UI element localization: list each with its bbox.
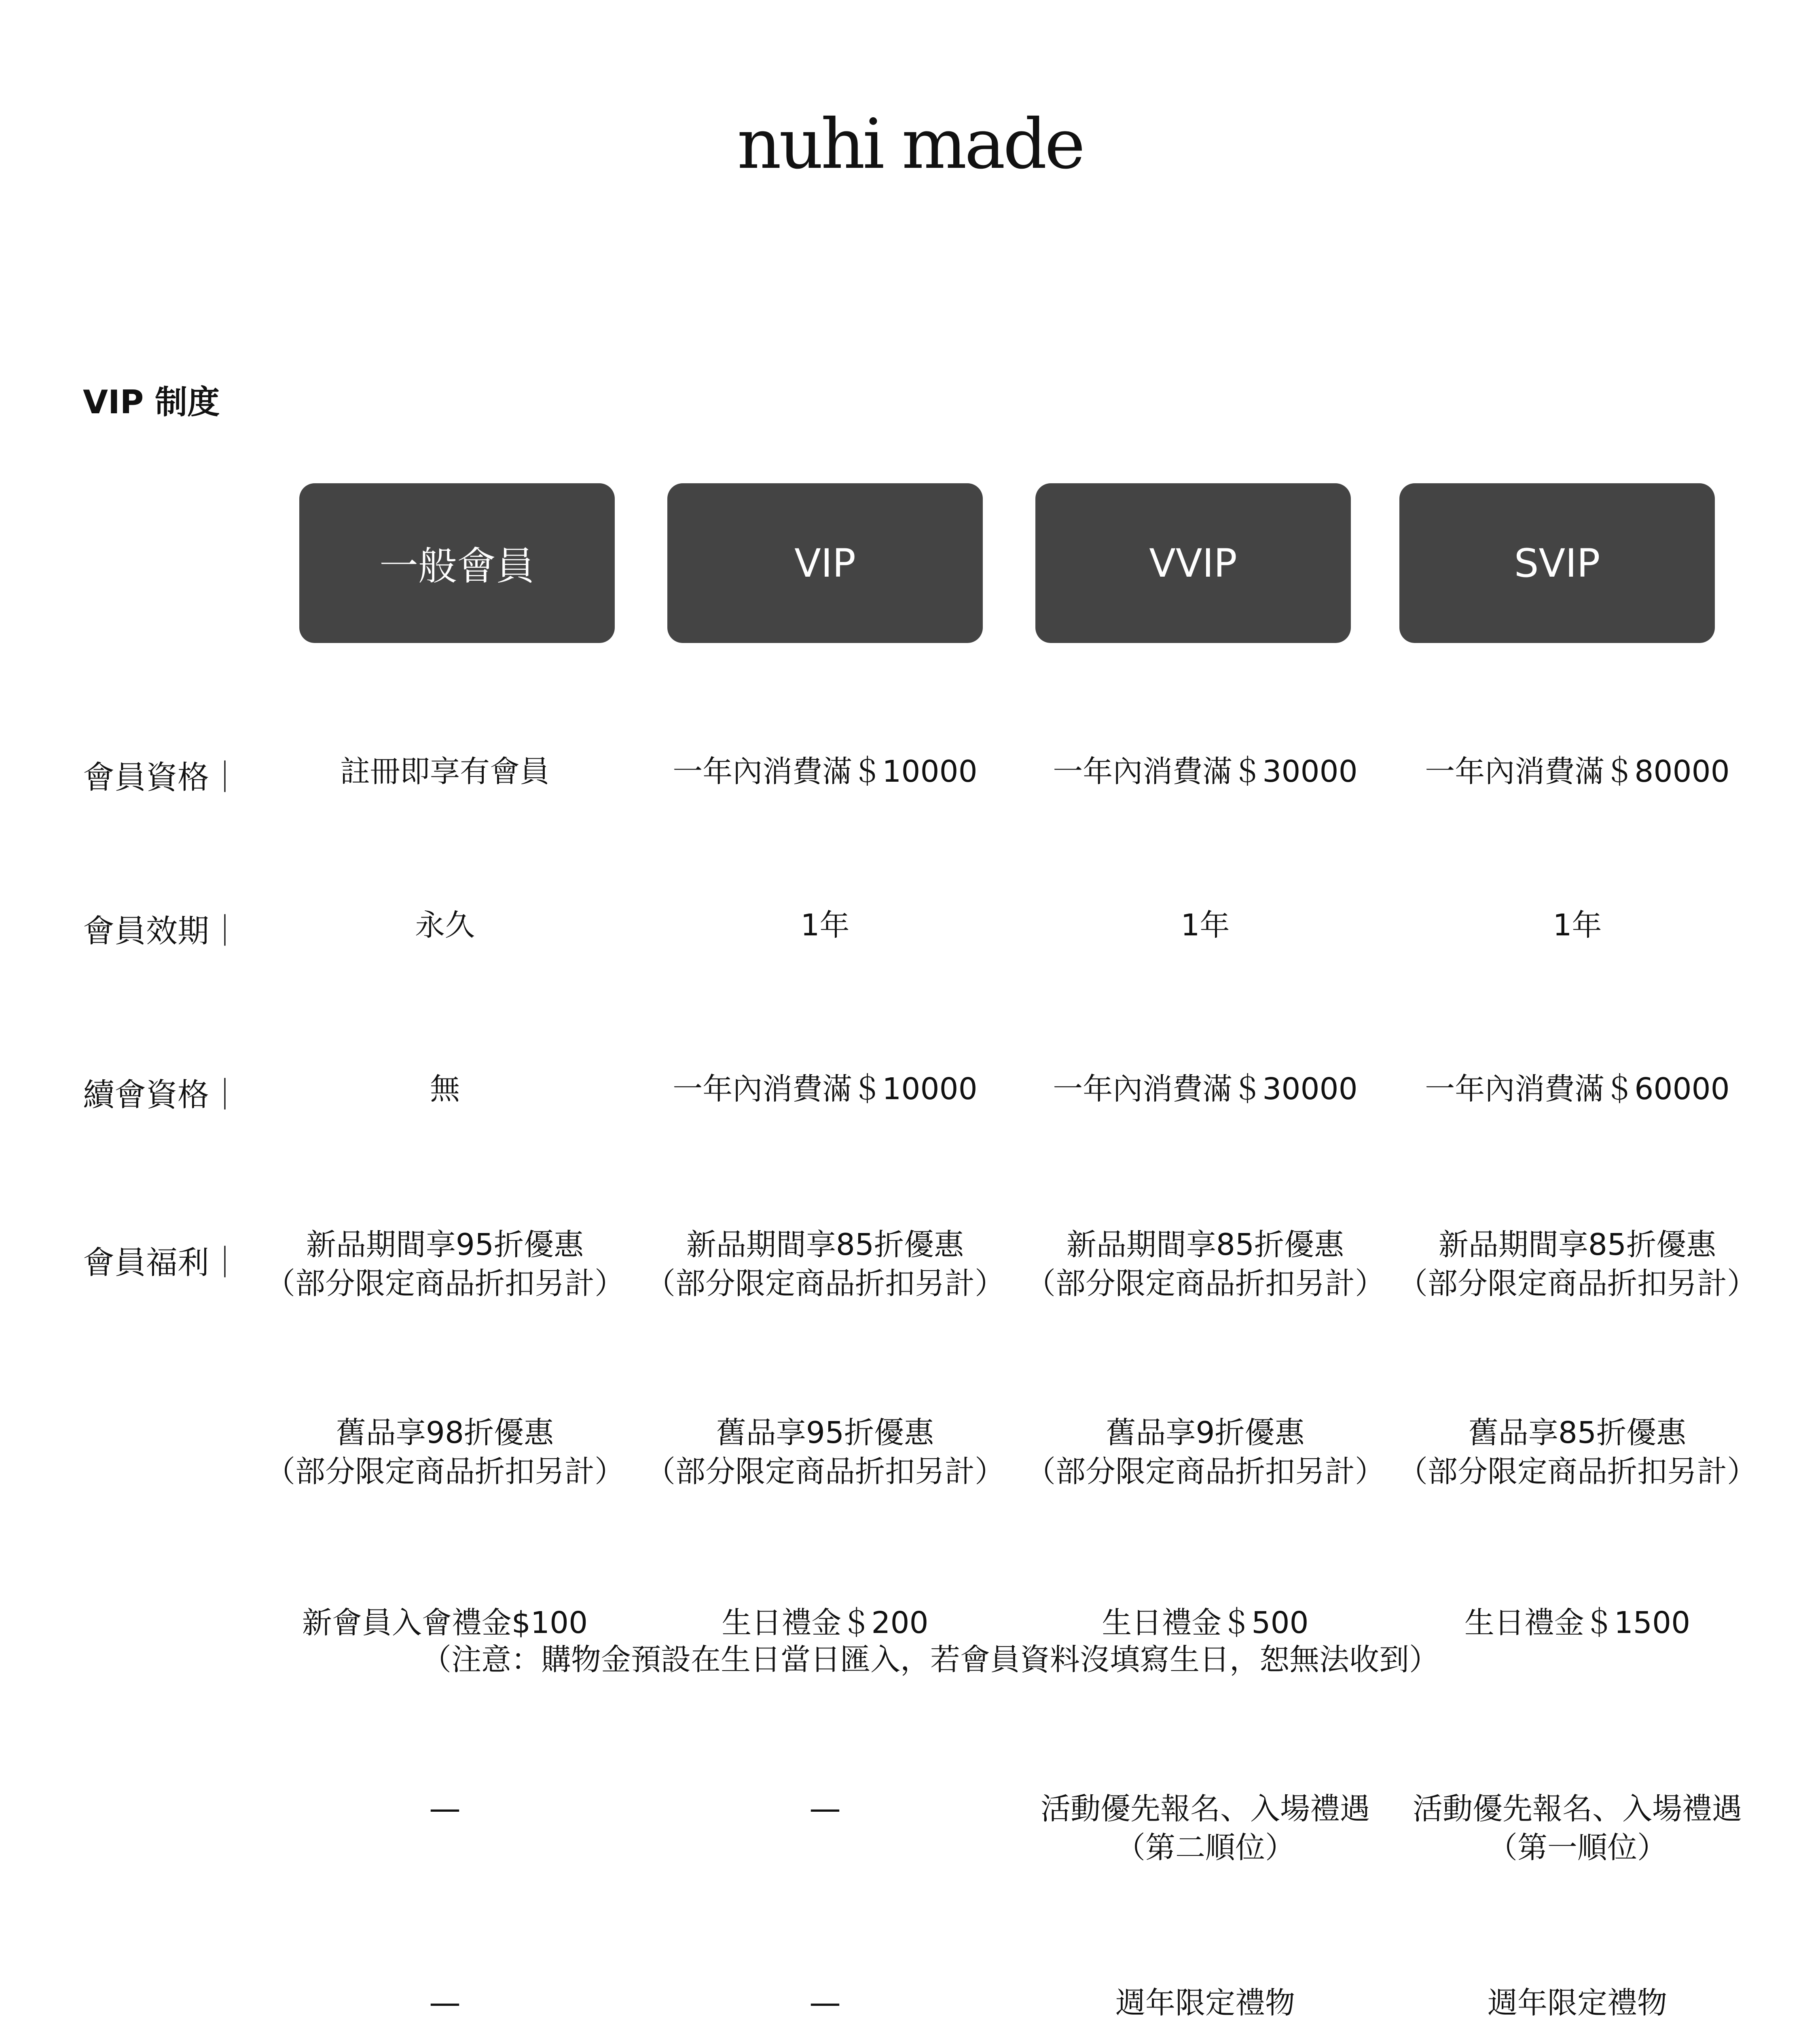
cell-line: 一年內消費滿＄60000 xyxy=(1425,1072,1730,1106)
cell-line: 1年 xyxy=(1181,908,1230,943)
table-cell xyxy=(635,1789,1015,1828)
cell-line: — xyxy=(429,1791,461,1827)
cell-line: （部分限定商品折扣另計） xyxy=(265,1454,624,1489)
table-cell xyxy=(635,1413,1015,1491)
cell-line: 一年內消費滿＄30000 xyxy=(1053,1072,1358,1106)
cell-line: 活動優先報名、入場禮遇 xyxy=(1041,1791,1370,1826)
cell-line: — xyxy=(809,1791,841,1827)
row-label: 續會資格｜ xyxy=(83,1077,241,1113)
cell-line: （部分限定商品折扣另計） xyxy=(645,1266,1005,1301)
table-cell xyxy=(255,1413,635,1491)
table-cell xyxy=(255,752,635,791)
cell-line: 永久 xyxy=(415,908,475,943)
table-cell xyxy=(1387,1603,1767,1642)
cell-line: （部分限定商品折扣另計） xyxy=(265,1266,624,1301)
cell-line: 新品期間享85折優惠 xyxy=(1438,1227,1716,1262)
table-cell xyxy=(255,1070,635,1108)
table-cell xyxy=(1387,1070,1767,1108)
cell-line: 新品期間享95折優惠 xyxy=(306,1227,584,1262)
table-cell xyxy=(635,1984,1015,2022)
cell-line: 一年內消費滿＄10000 xyxy=(673,1072,978,1106)
tier-vip: VIP xyxy=(667,483,983,643)
table-cell xyxy=(255,906,635,945)
cell-line: 生日禮金＄1500 xyxy=(1464,1605,1691,1640)
cell-line: 1年 xyxy=(1553,908,1602,943)
cell-line: （部分限定商品折扣另計） xyxy=(1398,1266,1757,1301)
table-cell xyxy=(255,1225,635,1303)
cell-line: （部分限定商品折扣另計） xyxy=(1398,1454,1757,1489)
cell-line: 1年 xyxy=(800,908,850,943)
birthday-note: （注意：購物金預設在生日當日匯入，若會員資料沒填寫生日，恕無法收到） xyxy=(421,1642,1439,1677)
table-cell xyxy=(1015,1070,1395,1108)
table-cell xyxy=(1387,1984,1767,2022)
tier-vvip: VVIP xyxy=(1035,483,1351,643)
table-cell xyxy=(1387,1413,1767,1491)
table-cell xyxy=(1387,906,1767,945)
cell-line: （部分限定商品折扣另計） xyxy=(645,1454,1005,1489)
brand-logo: nuhi made xyxy=(737,104,1083,184)
cell-line: 無 xyxy=(430,1072,460,1106)
table-cell xyxy=(1015,1413,1395,1491)
cell-line: — xyxy=(429,1985,461,2021)
cell-line: 新品期間享85折優惠 xyxy=(1066,1227,1344,1262)
cell-line: 註冊即享有會員 xyxy=(340,754,550,789)
row-label: 會員資格｜ xyxy=(83,759,241,796)
table-cell xyxy=(1387,752,1767,791)
table-cell xyxy=(1015,906,1395,945)
cell-line: 新會員入會禮金$100 xyxy=(302,1605,588,1640)
row-label: 會員效期｜ xyxy=(83,913,241,950)
table-cell xyxy=(255,1789,635,1828)
cell-line: 一年內消費滿＄10000 xyxy=(673,754,978,789)
cell-line: 一年內消費滿＄80000 xyxy=(1425,754,1730,789)
table-cell xyxy=(635,1225,1015,1303)
tier-svip: SVIP xyxy=(1399,483,1715,643)
cell-line: （第一順位） xyxy=(1488,1830,1667,1865)
cell-line: 活動優先報名、入場禮遇 xyxy=(1413,1791,1742,1826)
cell-line: （部分限定商品折扣另計） xyxy=(1026,1454,1385,1489)
cell-line: 舊品享9折優惠 xyxy=(1106,1415,1305,1450)
cell-line: （部分限定商品折扣另計） xyxy=(1026,1266,1385,1301)
table-cell xyxy=(1015,1789,1395,1867)
table-cell xyxy=(1387,1225,1767,1303)
cell-line: （第二順位） xyxy=(1115,1830,1295,1865)
section-title: VIP 制度 xyxy=(83,383,220,421)
tier-regular: 一般會員 xyxy=(299,483,615,643)
cell-line: 舊品享95折優惠 xyxy=(716,1415,934,1450)
table-cell xyxy=(1387,1789,1767,1867)
cell-line: 生日禮金＄200 xyxy=(722,1605,929,1640)
table-cell xyxy=(255,1984,635,2022)
table-cell xyxy=(1015,1225,1395,1303)
cell-line: 舊品享98折優惠 xyxy=(336,1415,554,1450)
cell-line: 週年限定禮物 xyxy=(1115,1986,1295,2020)
table-cell xyxy=(635,906,1015,945)
table-cell xyxy=(635,752,1015,791)
cell-line: 一年內消費滿＄30000 xyxy=(1053,754,1358,789)
table-cell xyxy=(635,1070,1015,1108)
row-label: 會員福利｜ xyxy=(83,1245,241,1281)
cell-line: — xyxy=(809,1985,841,2021)
table-cell xyxy=(1015,1984,1395,2022)
cell-line: 週年限定禮物 xyxy=(1488,1986,1667,2020)
table-cell xyxy=(1015,752,1395,791)
cell-line: 新品期間享85折優惠 xyxy=(686,1227,964,1262)
cell-line: 舊品享85折優惠 xyxy=(1468,1415,1687,1450)
cell-line: 生日禮金＄500 xyxy=(1102,1605,1309,1640)
